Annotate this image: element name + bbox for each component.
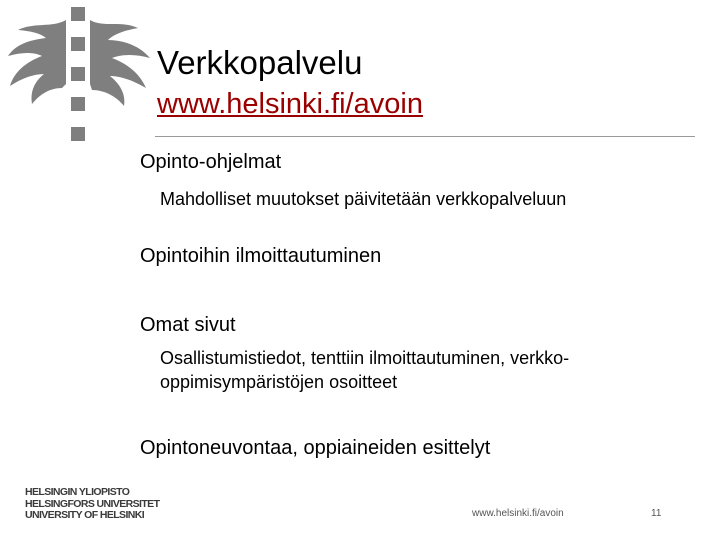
slide-title: Verkkopalvelu	[157, 44, 363, 81]
sub-bullet-osallistumistiedot-line2: oppimisympäristöjen osoitteet	[160, 372, 398, 392]
sub-bullet-muutokset: Mahdolliset muutokset päivitetään verkkopalveluun	[160, 189, 567, 209]
bullet-opintoneuvontaa: Opintoneuvontaa, oppiaineiden esittelyt	[140, 437, 491, 459]
sub-bullet-osallistumistiedot-line1: Osallistumistiedot, tenttiin ilmoittautuminen, verkko-	[160, 348, 570, 368]
bullet-omat-sivut: Omat sivut	[140, 314, 236, 336]
page-number: 11	[651, 508, 662, 519]
bullet-ilmoittautuminen: Opintoihin ilmoittautuminen	[140, 245, 382, 267]
university-name-en: UNIVERSITY OF HELSINKI	[25, 509, 145, 521]
university-flame-logo-icon	[0, 0, 160, 150]
title-divider	[155, 136, 695, 137]
university-name-sv: HELSINGFORS UNIVERSITET	[25, 497, 160, 510]
university-name-logo	[25, 487, 159, 522]
university-name-fi: HELSINGIN YLIOPISTO	[25, 486, 130, 498]
footer-url: www.helsinki.fi/avoin	[472, 508, 564, 519]
slide-url-link[interactable]: www.helsinki.fi/avoin	[157, 88, 423, 120]
bullet-opinto-ohjelmat: Opinto-ohjelmat	[140, 151, 282, 173]
